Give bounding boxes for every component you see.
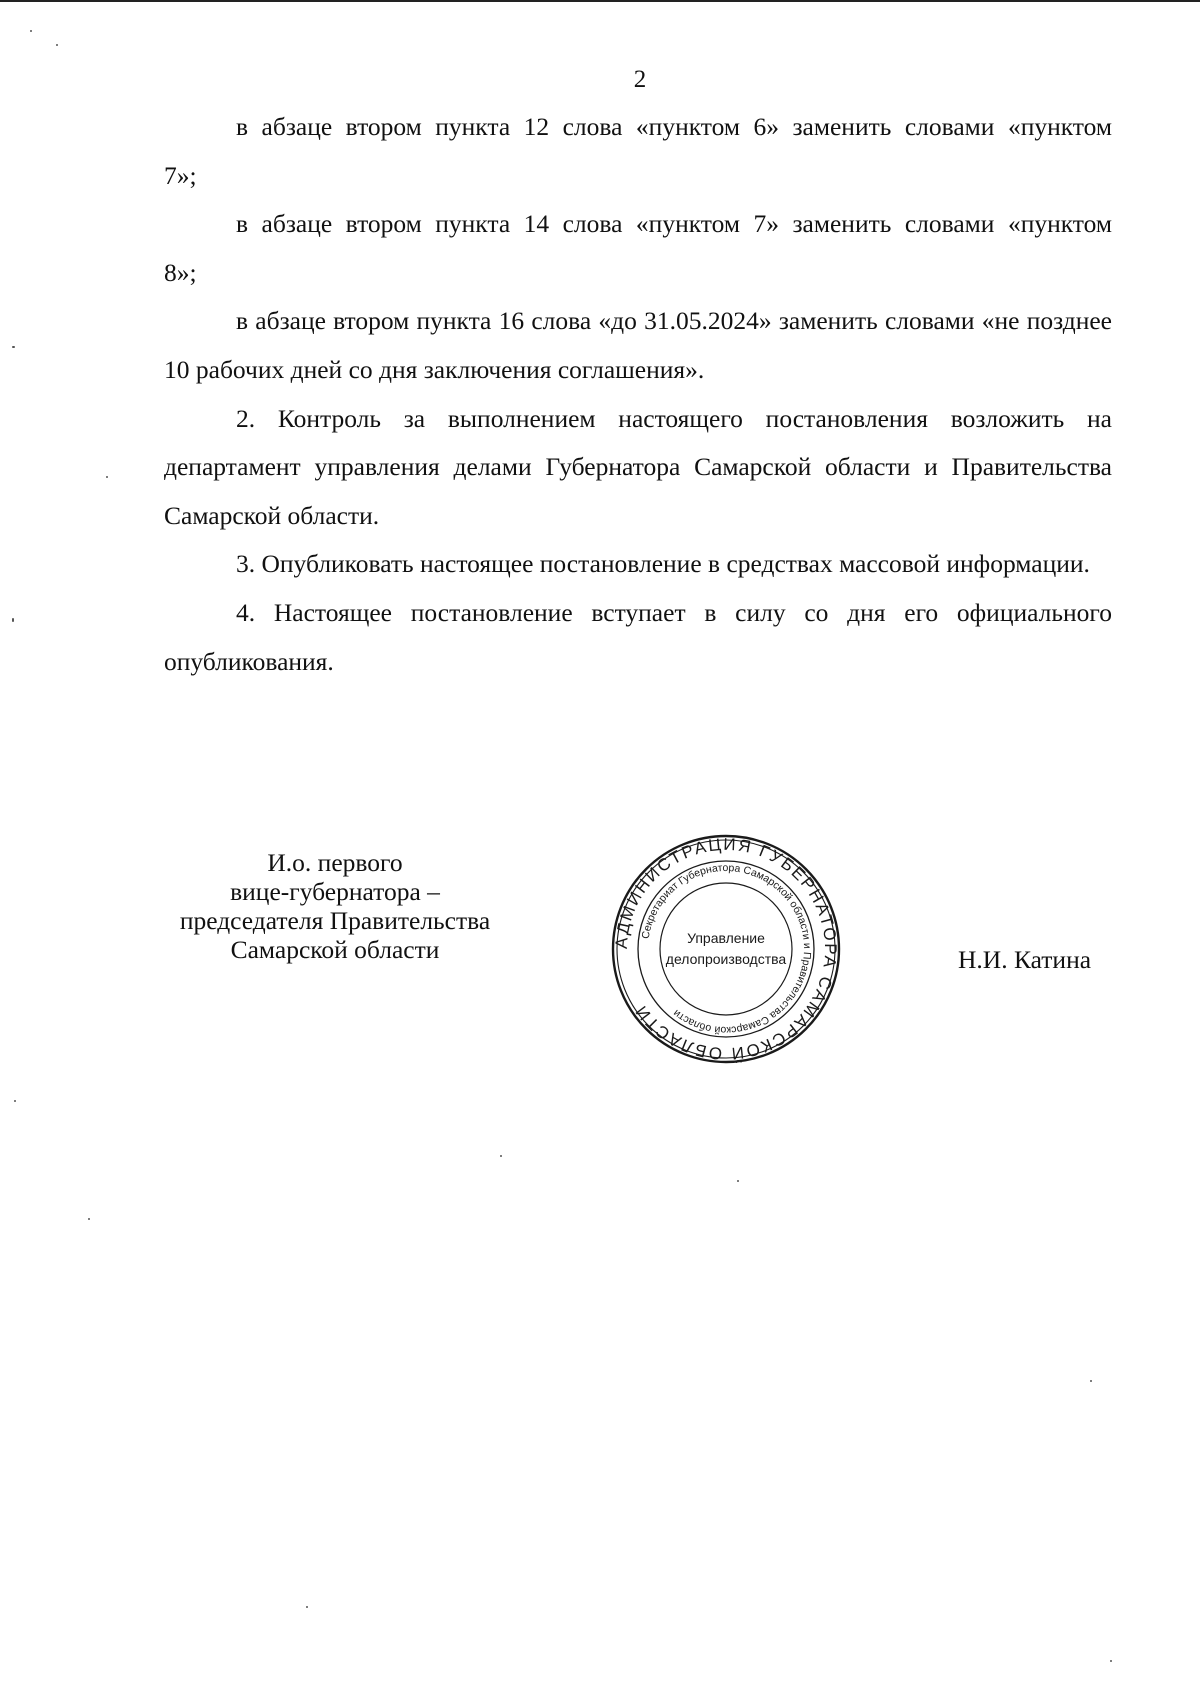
scan-speck	[106, 476, 108, 478]
signatory-position	[150, 848, 520, 964]
paragraph-control-clause: 2. Контроль за выполнением настоящего постановления возложить на департамент управления делами Губернатора Самарской области и Правительства Самарской области.	[164, 403, 1112, 530]
scan-speck	[88, 1218, 90, 1220]
paragraph-amend-item-14: в абзаце втором пункта 14 слова «пунктом 7» заменить словами «пунктом 8»;	[164, 209, 1112, 287]
paragraph-publication-clause: 3. Опубликовать настоящее постановление в средствах массовой информации.	[236, 549, 1090, 579]
paragraph-amend-item-12: в абзаце втором пункта 12 слова «пунктом 6» заменить словами «пунктом 7»;	[164, 112, 1112, 190]
scan-speck	[1110, 1660, 1112, 1662]
seal-center-line-1: Управление	[687, 930, 765, 946]
signatory-name: Н.И. Катина	[958, 945, 1092, 974]
seal-graphic	[610, 833, 842, 1065]
page-number: 2	[633, 66, 647, 93]
paragraph-amend-item-16: в абзаце втором пункта 16 слова «до 31.05.2024» заменить словами «не позднее 10 рабочих дней со дня заключения соглашения».	[164, 306, 1112, 384]
scan-speck	[30, 30, 32, 32]
seal-outer-ring-text: АДМИНИСТРАЦИЯ ГУБЕРНАТОРА САМАРСКОЙ ОБЛАСТИ	[611, 834, 841, 1064]
page-top-edge	[0, 0, 1200, 2]
signatory-position-line: И.о. первого	[267, 848, 403, 877]
official-seal-stamp	[610, 833, 842, 1065]
scan-speck	[14, 1100, 16, 1102]
signatory-position-line: вице-губернатора –	[230, 877, 440, 906]
scan-speck	[1090, 1380, 1092, 1382]
seal-middle-ring	[638, 861, 814, 1037]
seal-center-line-2: делопроизводства	[665, 951, 787, 967]
seal-inner-ring	[660, 883, 792, 1015]
document-body	[164, 103, 1112, 686]
paragraph-effective-date-clause: 4. Настоящее постановление вступает в силу со дня его официального опубликования.	[164, 597, 1112, 676]
scan-speck	[737, 1180, 739, 1182]
scan-speck	[56, 44, 58, 46]
scan-speck	[12, 346, 15, 348]
scan-speck	[306, 1606, 308, 1608]
scan-speck	[12, 618, 14, 622]
seal-inner-ring-text: Секретариат Губернатора Самарской области и Правительства Самарской области	[639, 861, 814, 1037]
signatory-position-line: председателя Правительства	[179, 906, 491, 935]
signatory-position-line: Самарской области	[230, 935, 440, 964]
scan-speck	[500, 1155, 502, 1157]
